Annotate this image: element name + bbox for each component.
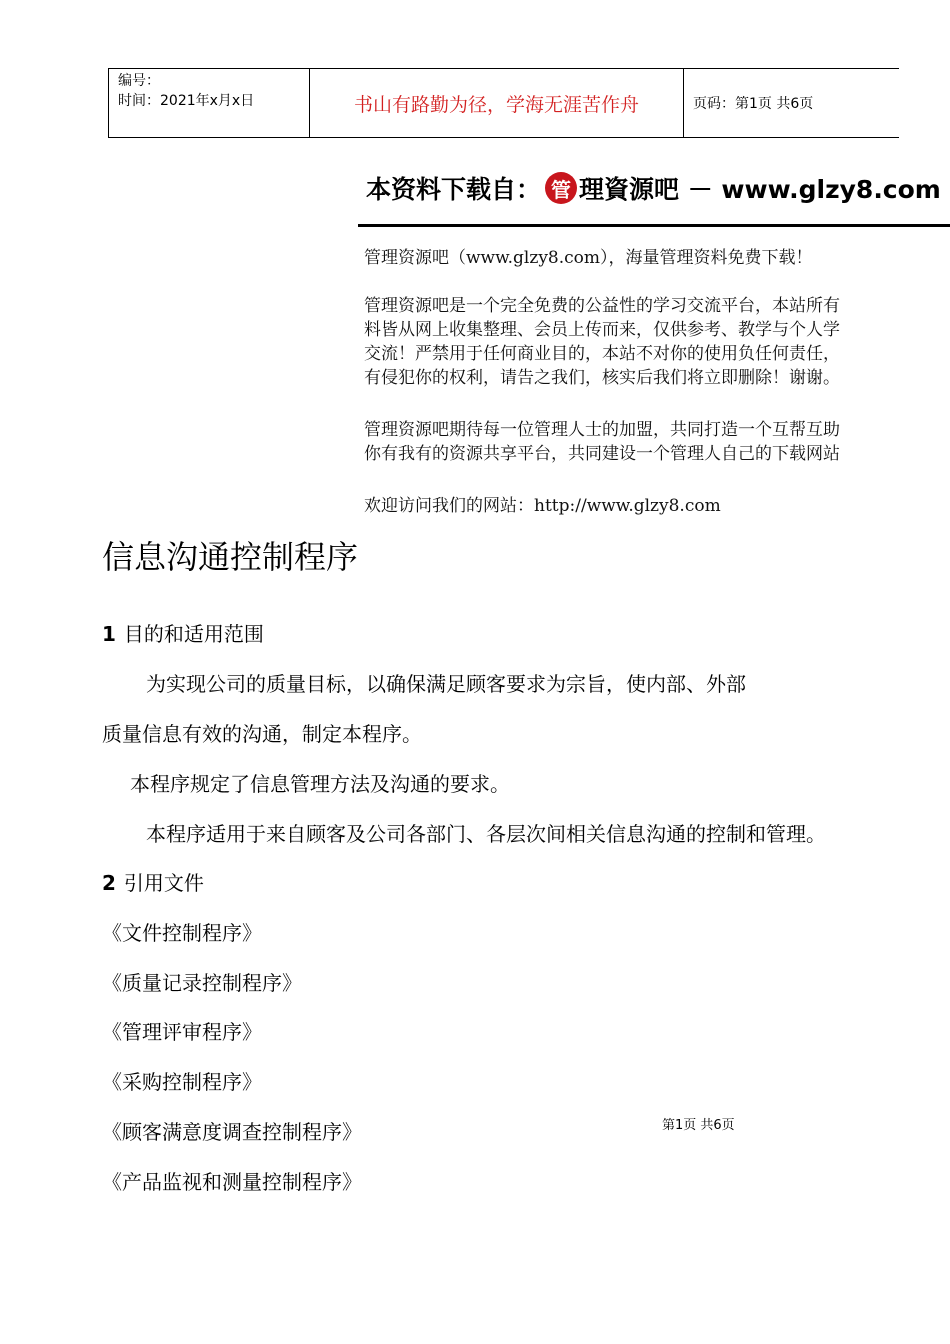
header-meta-cell: [109, 69, 310, 137]
paragraph-line: 质量信息有效的沟通，制定本程序。: [102, 722, 422, 746]
section-title: 引用文件: [123, 871, 204, 895]
document-title: 信息沟通控制程序: [102, 538, 359, 576]
banner-intro-line: 管理资源吧（www.glzy8.com），海量管理资料免费下载！: [364, 248, 813, 268]
banner-title-suffix: 理資源吧 － www.glzy8.com: [579, 175, 941, 204]
paragraph-line: 本程序适用于来自顾客及公司各部门、各层次间相关信息沟通的控制和管理。: [146, 822, 826, 846]
banner-para1-line: 料皆从网上收集整理、会员上传而来，仅供参考、教学与个人学: [364, 320, 840, 340]
header-page-info: 页码：第1页 共6页: [693, 96, 814, 112]
banner-para1-line: 有侵犯你的权利，请告之我们，核实后我们将立即删除！谢谢。: [364, 368, 840, 388]
reference-item: 《采购控制程序》: [102, 1070, 262, 1094]
document-header: [108, 68, 899, 138]
footer-page-info: 第1页 共6页: [662, 1118, 735, 1133]
section-heading-1: [102, 618, 264, 647]
header-page-cell: [684, 69, 899, 137]
reference-item: 《质量记录控制程序》: [102, 971, 302, 995]
banner-para2-line: 你有我有的资源共享平台，共同建设一个管理人自己的下载网站: [364, 444, 840, 464]
banner-para1-line: 管理资源吧是一个完全免费的公益性的学习交流平台，本站所有: [364, 296, 840, 316]
banner-para2-line: 管理资源吧期待每一位管理人士的加盟，共同打造一个互帮互助: [364, 420, 840, 440]
motto-text: 书山有路勤为径，学海无涯苦作舟: [353, 93, 639, 116]
time-label: 时间：2021年x月x日: [118, 93, 255, 109]
reference-item: 《管理评审程序》: [102, 1020, 262, 1044]
download-banner: [358, 160, 950, 530]
header-motto-cell: [310, 69, 684, 137]
seal-logo-icon: 管: [545, 172, 577, 204]
section-heading-2: [102, 867, 204, 896]
banner-website-line: 欢迎访问我们的网站：http://www.glzy8.com: [364, 496, 721, 516]
section-number: 1: [102, 622, 116, 646]
banner-title: [366, 170, 941, 206]
reference-item: 《文件控制程序》: [102, 921, 262, 945]
banner-divider: [358, 224, 950, 227]
number-label: 编号：: [118, 73, 160, 89]
banner-para1-line: 交流！严禁用于任何商业目的，本站不对你的使用负任何责任，: [364, 344, 840, 364]
reference-item: 《顾客满意度调查控制程序》: [102, 1120, 362, 1144]
paragraph-line: 为实现公司的质量目标，以确保满足顾客要求为宗旨，使内部、外部: [146, 672, 746, 696]
reference-item: 《产品监视和测量控制程序》: [102, 1170, 362, 1194]
paragraph-line: 本程序规定了信息管理方法及沟通的要求。: [130, 772, 510, 796]
banner-title-prefix: 本资料下载自：: [366, 175, 542, 204]
section-number: 2: [102, 871, 116, 895]
section-title: 目的和适用范围: [123, 622, 264, 646]
